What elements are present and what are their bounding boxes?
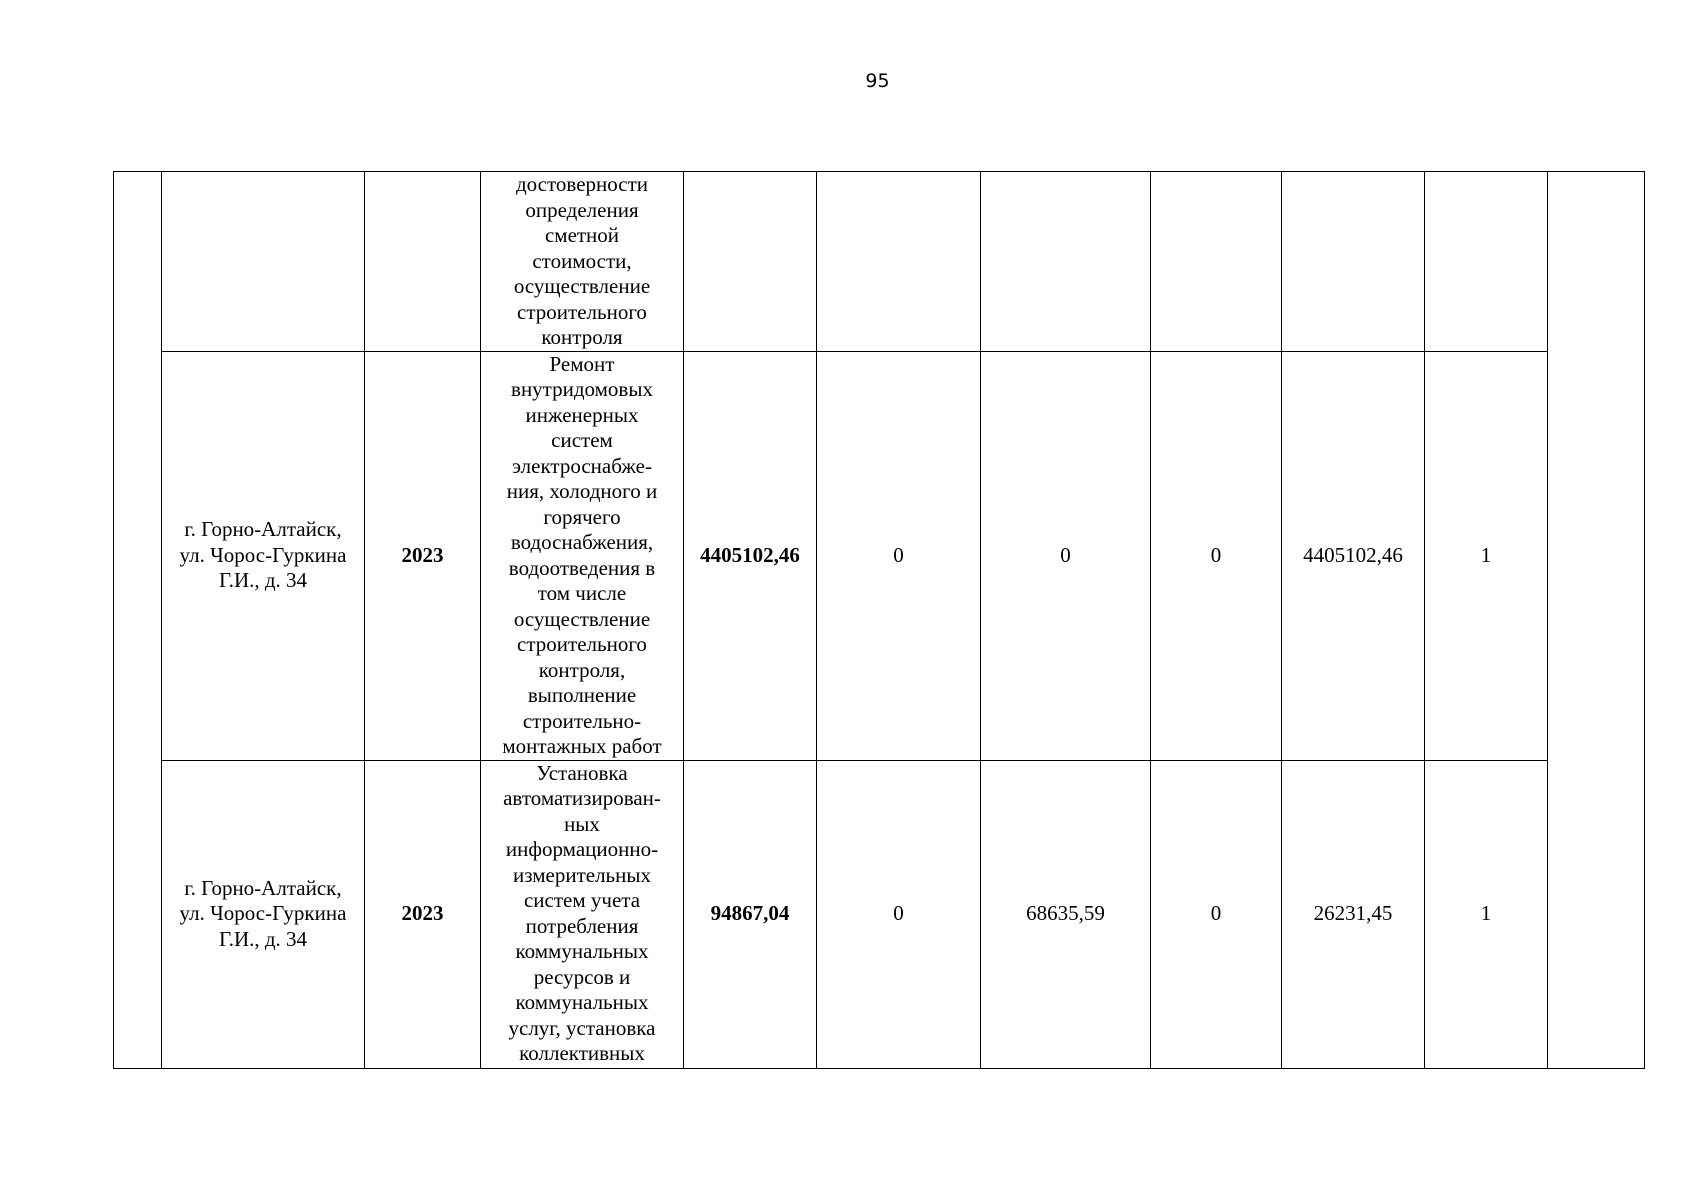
fund-cell: 0 <box>1151 351 1282 760</box>
count-cell: 1 <box>1425 760 1548 1068</box>
table-row <box>114 351 1645 760</box>
address-cell <box>162 172 365 352</box>
work-type-cell: достоверности определения сметной стоимости, осуществление строительного контроля <box>481 172 684 352</box>
work-type-cell: Установка автоматизирован- ных информационно- измерительных систем учета потребления коммунальных ресурсов и коммунальных услуг, установка коллективных <box>481 760 684 1068</box>
fund-cell: 0 <box>817 760 981 1068</box>
year-cell: 2023 <box>365 351 481 760</box>
page-number: 95 <box>865 70 890 92</box>
total-cost-cell: 4405102,46 <box>684 351 817 760</box>
capital-repair-table <box>113 171 1645 1069</box>
year-cell: 2023 <box>365 760 481 1068</box>
address-cell: г. Горно-Алтайск, ул. Чорос-Гуркина Г.И., д. 34 <box>162 760 365 1068</box>
fund-cell: 0 <box>981 351 1151 760</box>
note-cell <box>1548 172 1645 1069</box>
fund-cell: 0 <box>817 351 981 760</box>
work-type-cell: Ремонт внутридомовых инженерных систем электроснабже- ния, холодного и горячего водоснабжения, водоотведения в том числе осуществление строительного контроля, выполнение строительно- монтажных работ <box>481 351 684 760</box>
table-row <box>114 172 1645 352</box>
fund-cell <box>1151 172 1282 352</box>
year-cell <box>365 172 481 352</box>
fund-cell: 26231,45 <box>1282 760 1425 1068</box>
fund-cell <box>981 172 1151 352</box>
count-cell <box>1425 172 1548 352</box>
fund-cell <box>817 172 981 352</box>
index-cell <box>114 172 162 1069</box>
fund-cell <box>1282 172 1425 352</box>
fund-cell: 68635,59 <box>981 760 1151 1068</box>
table-row <box>114 760 1645 1068</box>
address-cell: г. Горно-Алтайск, ул. Чорос-Гуркина Г.И., д. 34 <box>162 351 365 760</box>
fund-cell: 0 <box>1151 760 1282 1068</box>
total-cost-cell <box>684 172 817 352</box>
count-cell: 1 <box>1425 351 1548 760</box>
total-cost-cell: 94867,04 <box>684 760 817 1068</box>
fund-cell: 4405102,46 <box>1282 351 1425 760</box>
